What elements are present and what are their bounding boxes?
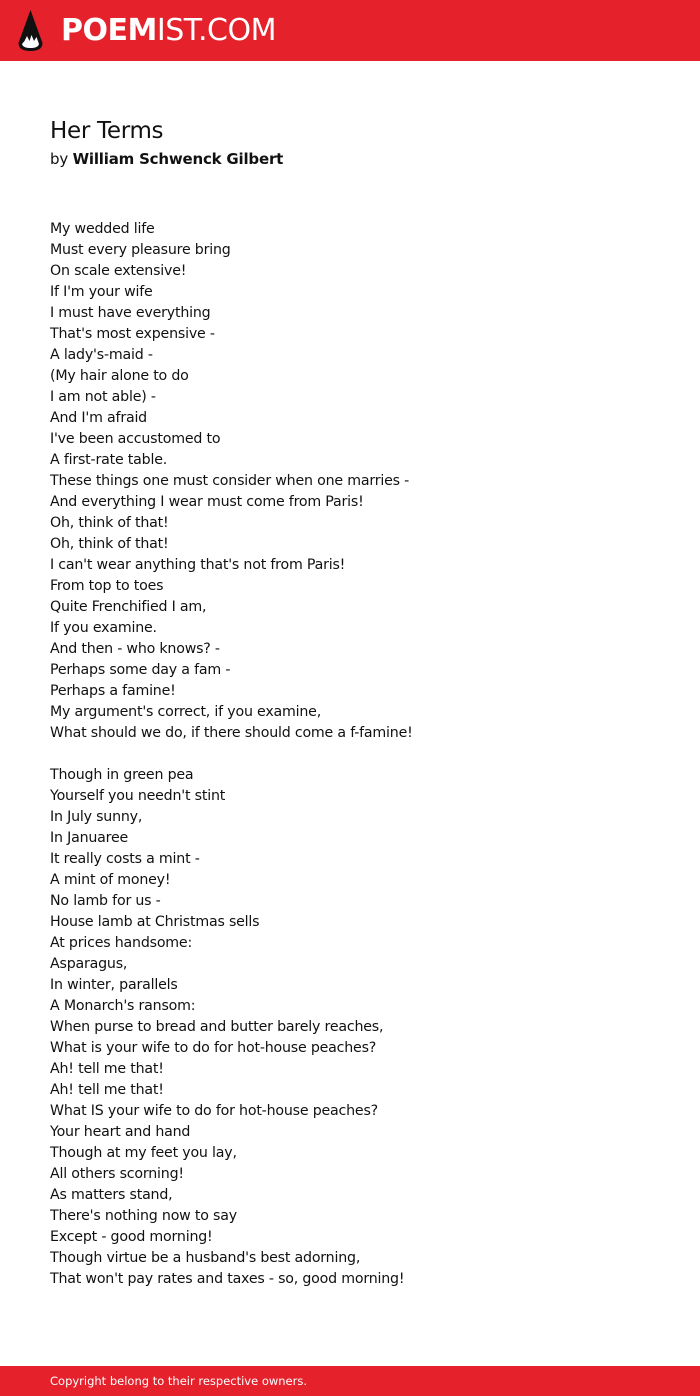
poem-stanza bbox=[50, 219, 670, 744]
poem-line: There's nothing now to say bbox=[50, 1208, 237, 1224]
poem-line: That's most expensive - bbox=[50, 326, 215, 342]
poem-line: Oh, think of that! bbox=[50, 536, 169, 552]
poem-line: Except - good morning! bbox=[50, 1229, 213, 1245]
poem-line: Perhaps some day a fam - bbox=[50, 662, 231, 678]
poem-line: Though at my feet you lay, bbox=[50, 1145, 237, 1161]
poem-stanza bbox=[50, 765, 670, 1290]
poem-line: If I'm your wife bbox=[50, 284, 153, 300]
poem-line: I am not able) - bbox=[50, 389, 156, 405]
poem-line: All others scorning! bbox=[50, 1166, 184, 1182]
poem-line: My wedded life bbox=[50, 221, 155, 237]
site-logo[interactable] bbox=[61, 10, 276, 52]
poem-line: What should we do, if there should come a f-famine! bbox=[50, 725, 413, 741]
poem-line: And everything I wear must come from Paris! bbox=[50, 494, 364, 510]
poem-line: I must have everything bbox=[50, 305, 211, 321]
by-label: by bbox=[50, 150, 68, 168]
poem-line: Ah! tell me that! bbox=[50, 1061, 164, 1077]
poem-line: My argument's correct, if you examine, bbox=[50, 704, 322, 720]
poem-line: No lamb for us - bbox=[50, 893, 161, 909]
site-header bbox=[0, 0, 700, 61]
poem-line: Yourself you needn't stint bbox=[50, 788, 226, 804]
poem-line: In winter, parallels bbox=[50, 977, 178, 993]
poem-line: What IS your wife to do for hot-house peaches? bbox=[50, 1103, 378, 1119]
poem-line: It really costs a mint - bbox=[50, 851, 200, 867]
poem-line: If you examine. bbox=[50, 620, 157, 636]
poem-line: House lamb at Christmas sells bbox=[50, 914, 260, 930]
poem-line: On scale extensive! bbox=[50, 263, 187, 279]
poem-title: Her Terms bbox=[50, 118, 164, 144]
poem-line: These things one must consider when one marries - bbox=[50, 473, 410, 489]
poem-author: William Schwenck Gilbert bbox=[72, 150, 284, 168]
poem-line: Oh, think of that! bbox=[50, 515, 169, 531]
poem-line: In Januaree bbox=[50, 830, 129, 846]
poem-line: From top to toes bbox=[50, 578, 164, 594]
poem-line: That won't pay rates and taxes - so, good morning! bbox=[50, 1271, 405, 1287]
poem-line: A first-rate table. bbox=[50, 452, 168, 468]
copyright-text: Copyright belong to their respective owners. bbox=[50, 1374, 308, 1388]
poem-line: Your heart and hand bbox=[50, 1124, 191, 1140]
poem-line: I've been accustomed to bbox=[50, 431, 221, 447]
poem-line: At prices handsome: bbox=[50, 935, 193, 951]
poem-line: And then - who knows? - bbox=[50, 641, 220, 657]
logo-strong-text: POEM bbox=[61, 13, 157, 48]
poem-line: What is your wife to do for hot-house peaches? bbox=[50, 1040, 377, 1056]
poem-line: (My hair alone to do bbox=[50, 368, 189, 384]
poem-line: A mint of money! bbox=[50, 872, 171, 888]
poem-line: And I'm afraid bbox=[50, 410, 147, 426]
poem-line: A Monarch's ransom: bbox=[50, 998, 196, 1014]
poem-line: In July sunny, bbox=[50, 809, 143, 825]
poem-line: Must every pleasure bring bbox=[50, 242, 231, 258]
poem-line: When purse to bread and butter barely reaches, bbox=[50, 1019, 384, 1035]
poem-line: Though in green pea bbox=[50, 767, 194, 783]
poem-line: Perhaps a famine! bbox=[50, 683, 176, 699]
poem-line: Quite Frenchified I am, bbox=[50, 599, 207, 615]
poem-byline bbox=[50, 148, 283, 170]
poem-line: As matters stand, bbox=[50, 1187, 173, 1203]
pencil-icon[interactable] bbox=[18, 10, 43, 51]
logo-light-text: IST.COM bbox=[156, 13, 276, 48]
poem-body bbox=[50, 219, 670, 1311]
poem-line: A lady's-maid - bbox=[50, 347, 153, 363]
poem-line: Ah! tell me that! bbox=[50, 1082, 164, 1098]
poem-line: Though virtue be a husband's best adorning, bbox=[50, 1250, 361, 1266]
poem-line: I can't wear anything that's not from Paris! bbox=[50, 557, 346, 573]
site-footer bbox=[0, 1366, 700, 1396]
poem-line: Asparagus, bbox=[50, 956, 128, 972]
